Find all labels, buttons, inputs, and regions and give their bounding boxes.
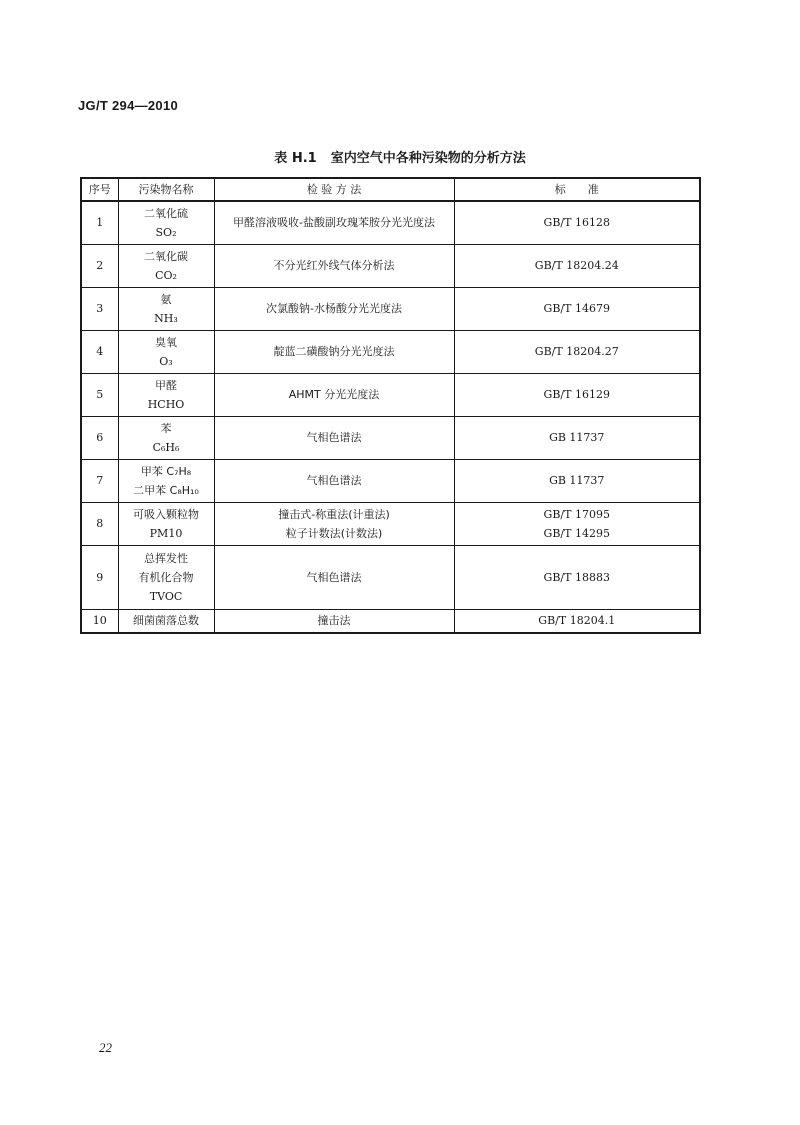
standard-code-line: GB/T 16128 [543,216,610,230]
analysis-methods-table [80,177,701,634]
pollutant-formula: O₃ [159,354,173,368]
pollutant-name [118,373,214,416]
pollutant-name [118,287,214,330]
test-method-line: 气相色谱法 [306,570,362,584]
pollutant-formula: NH₃ [154,311,178,325]
test-method-line: AHMT 分光光度法 [288,388,380,401]
table-row [81,201,700,244]
row-number: 5 [81,373,118,416]
page-number: 22 [99,1040,112,1055]
pollutant-name-line: 二甲苯 C₈H₁₀ [133,483,199,497]
standard-code [454,609,700,633]
row-number: 7 [81,459,118,502]
pollutant-name [118,459,214,502]
test-method [214,459,454,502]
table-row [81,330,700,373]
header-test-method: 检 验 方 法 [214,178,454,201]
pollutant-name [118,330,214,373]
standard-code-line: GB 11737 [549,474,605,487]
test-method-line: 粒子计数法(计数法) [285,526,383,540]
pollutant-formula: SO₂ [155,225,177,239]
test-method-line: 撞击式-称重法(计重法) [278,507,390,521]
test-method-line: 撞击法 [317,614,351,628]
pollutant-formula: HCHO [147,397,185,411]
pollutant-name-line: 二氧化硫 [144,206,188,220]
standard-code-line: GB/T 18204.24 [534,259,619,272]
standard-code-line: GB 11737 [549,431,605,444]
row-number: 4 [81,330,118,373]
pollutant-name-line: 可吸入颗粒物 [133,507,199,521]
test-method-line: 次氯酸钠-水杨酸分光光度法 [266,302,402,315]
table-caption [0,147,800,166]
pollutant-name-line: 有机化合物 [138,570,194,584]
standard-code-line: GB/T 17095 [543,507,610,521]
pollutant-name-line: 甲苯 C₇H₈ [140,464,192,478]
standard-code [454,416,700,459]
standard-code [454,287,700,330]
test-method [214,502,454,545]
pollutant-name-line: 细菌菌落总数 [133,614,199,628]
row-number: 9 [81,545,118,609]
standard-code [454,373,700,416]
table-row [81,609,700,633]
document-code: JG/T 294—2010 [78,98,179,113]
table-row [81,416,700,459]
table-row [81,244,700,287]
test-method [214,330,454,373]
pollutant-formula: CO₂ [155,268,177,282]
pollutant-name [118,244,214,287]
standard-code-line: GB/T 14295 [543,526,610,540]
test-method-line: 气相色谱法 [306,474,362,487]
test-method [214,545,454,609]
pollutant-formula: PM10 [149,526,183,540]
standard-code-line: GB/T 14679 [543,302,610,315]
pollutant-name-line: 氨 [160,292,172,306]
test-method-line: 气相色谱法 [306,431,362,444]
standard-code [454,502,700,545]
pollutant-name-line: 苯 [160,421,172,435]
standard-code [454,201,700,244]
standard-code-line: GB/T 16129 [543,388,610,401]
test-method [214,609,454,633]
row-number: 6 [81,416,118,459]
pollutant-name-line: 甲醛 [155,378,177,392]
pollutant-name-line: 臭氧 [155,335,177,349]
row-number: 10 [81,609,118,633]
pollutant-name-line: 二氧化碳 [144,249,188,263]
header-pollutant-name: 污染物名称 [118,178,214,201]
pollutant-name [118,502,214,545]
row-number: 8 [81,502,118,545]
standard-code [454,244,700,287]
table-row [81,459,700,502]
test-method [214,373,454,416]
row-number: 3 [81,287,118,330]
pollutant-formula: TVOC [149,589,183,603]
test-method [214,287,454,330]
header-standard: 标 准 [454,178,700,201]
test-method [214,201,454,244]
pollutant-name [118,609,214,633]
table-header-row [81,178,700,201]
header-serial-number: 序号 [81,178,118,201]
test-method [214,416,454,459]
standard-code [454,545,700,609]
pollutant-name [118,201,214,244]
standard-code-line: GB/T 18204.27 [534,345,619,358]
table-row [81,287,700,330]
standard-code [454,330,700,373]
row-number: 1 [81,201,118,244]
test-method-line: 靛蓝二磺酸钠分光光度法 [273,345,395,358]
row-number: 2 [81,244,118,287]
test-method [214,244,454,287]
pollutant-name [118,545,214,609]
table-row [81,545,700,609]
pollutant-name [118,416,214,459]
table-number: 表 H.1 [274,151,317,166]
standard-code [454,459,700,502]
table-row [81,373,700,416]
table-row [81,502,700,545]
test-method-line: 甲醛溶液吸收-盐酸副玫瑰苯胺分光光度法 [233,216,435,230]
standard-code-line: GB/T 18204.1 [538,614,616,628]
pollutant-formula: C₆H₆ [152,440,180,454]
table-title: 室内空气中各种污染物的分析方法 [330,151,526,166]
test-method-line: 不分光红外线气体分析法 [273,259,395,272]
pollutant-name-line: 总挥发性 [144,551,188,565]
standard-code-line: GB/T 18883 [543,570,610,584]
